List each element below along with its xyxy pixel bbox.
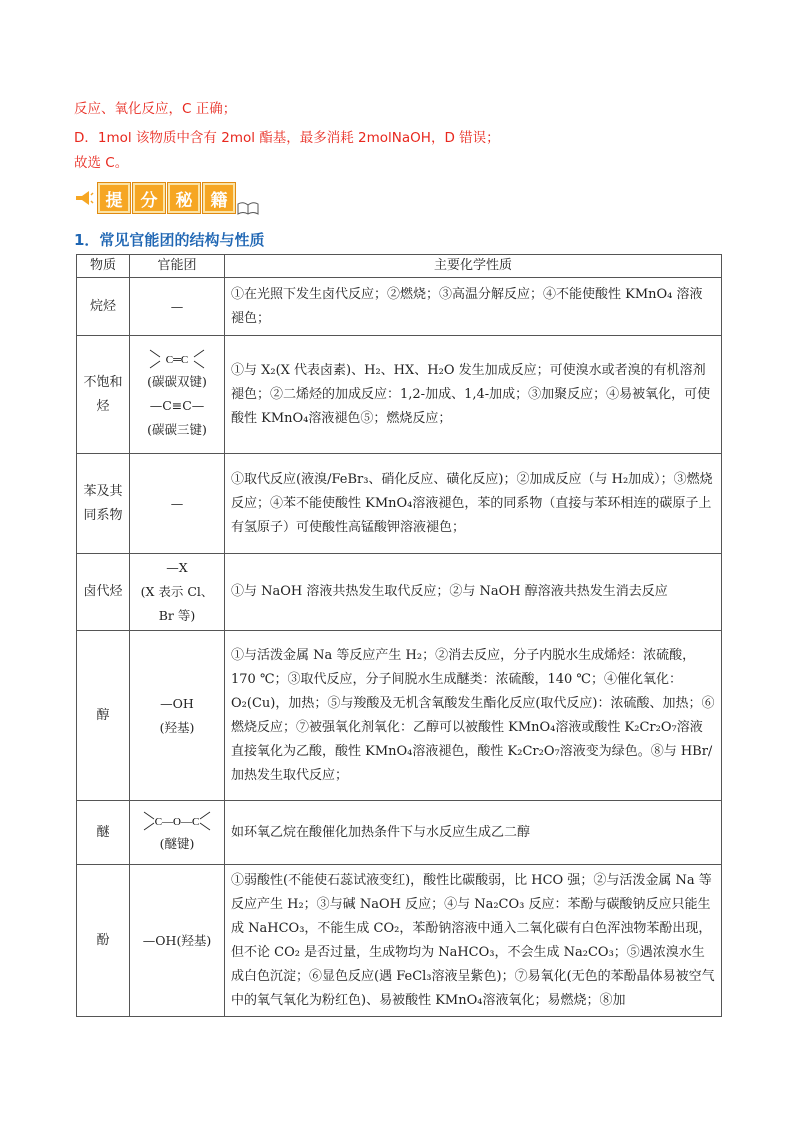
double-bond-structure bbox=[144, 348, 210, 370]
badge-char-1: 提 bbox=[98, 183, 130, 213]
header-group: 官能团 bbox=[130, 255, 225, 278]
substance-cell: 苯及其同系物 bbox=[77, 454, 130, 554]
table-row bbox=[77, 801, 722, 865]
header-substance: 物质 bbox=[77, 255, 130, 278]
intro-line-3: 故选 C。 bbox=[74, 155, 129, 171]
group-formula: —X bbox=[166, 560, 188, 575]
ether-structure bbox=[140, 810, 214, 832]
substance-cell: 烷烃 bbox=[77, 278, 130, 336]
table-row bbox=[77, 631, 722, 801]
badge-char-4: 籍 bbox=[203, 183, 235, 213]
group-cell bbox=[130, 801, 225, 865]
substance-cell: 不饱和烃 bbox=[77, 336, 130, 454]
badge-char-3: 秘 bbox=[168, 183, 200, 213]
table-row bbox=[77, 554, 722, 631]
intro-line-2: D．1mol 该物质中含有 2mol 酯基，最多消耗 2molNaOH，D 错误； bbox=[74, 130, 500, 146]
properties-cell: ①取代反应(液溴/FeBr₃、硝化反应、磺化反应)；②加成反应（与 H₂加成）；③燃烧反应；④苯不能使酸性 KMnO₄溶液褪色，苯的同系物（直接与苯环相连的碳原子上有氢原子）可使酸性高锰酸钾溶液褪色； bbox=[225, 454, 722, 554]
intro-line-1: 反应、氧化反应，C 正确； bbox=[74, 101, 237, 117]
group-formula-2: —C≡C— bbox=[149, 397, 205, 413]
substance-cell: 醚 bbox=[77, 801, 130, 865]
table-row bbox=[77, 336, 722, 454]
group-note: (醚键) bbox=[159, 835, 195, 851]
properties-cell: ①与 X₂(X 代表卤素)、H₂、HX、H₂O 发生加成反应；可使溴水或者溴的有机溶剂褪色；②二烯烃的加成反应：1,2-加成、1,4-加成；③加聚反应；④易被氧化，可使酸性 KMnO₄溶液褪色⑤；燃烧反应； bbox=[225, 336, 722, 454]
group-cell bbox=[130, 336, 225, 454]
substance-cell: 酚 bbox=[77, 865, 130, 1017]
group-cell: — bbox=[130, 454, 225, 554]
group-formula: —OH bbox=[160, 695, 194, 711]
properties-cell: 如环氧乙烷在酸催化加热条件下与水反应生成乙二醇 bbox=[225, 801, 722, 865]
substance-cell: 醇 bbox=[77, 631, 130, 801]
table-header-row bbox=[77, 255, 722, 278]
ether-formula: C—O—C bbox=[154, 815, 200, 828]
group-cell bbox=[130, 554, 225, 631]
double-bond-formula: C═C bbox=[165, 353, 189, 366]
group-note: (羟基) bbox=[159, 719, 195, 735]
functional-group-table bbox=[76, 254, 722, 1017]
substance-cell: 卤代烃 bbox=[77, 554, 130, 631]
book-icon bbox=[237, 201, 259, 215]
properties-cell: ①与活泼金属 Na 等反应产生 H₂；②消去反应，分子内脱水生成烯烃：浓硫酸，170 ℃；③取代反应，分子间脱水生成醚类：浓硫酸，140 ℃；④催化氧化：O₂(Cu)，加热；⑤与羧酸及无机含氧酸发生酯化反应(取代反应)：浓硫酸、加热；⑥燃烧反应；⑦被强氧化剂氧化：乙醇可以被酸性 KMnO₄溶液或酸性 K₂Cr₂O₇溶液直接氧化为乙酸，酸性 KMnO₄溶液褪色，酸性 K₂Cr₂O₇溶液变为绿色。⑧与 HBr/加热发生取代反应； bbox=[225, 631, 722, 801]
badge-char-2: 分 bbox=[133, 183, 165, 213]
table-row bbox=[77, 278, 722, 336]
group-note: (X 表示 Cl、Br 等) bbox=[140, 584, 214, 623]
properties-cell: ①在光照下发生卤代反应；②燃烧；③高温分解反应；④不能使酸性 KMnO₄ 溶液褪色； bbox=[225, 278, 722, 336]
group-note: (碳碳双键) bbox=[147, 373, 207, 389]
section-title: 1．常见官能团的结构与性质 bbox=[74, 231, 265, 249]
group-cell: — bbox=[130, 278, 225, 336]
table-row bbox=[77, 865, 722, 1017]
properties-cell: ①弱酸性(不能使石蕊试液变红)，酸性比碳酸弱，比 HCO 强；②与活泼金属 Na 等反应产生 H₂；③与碱 NaOH 反应；④与 Na₂CO₃ 反应：苯酚与碳酸钠反应只能生成 NaHCO₃，不能生成 CO₂，苯酚钠溶液中通入二氧化碳有白色浑浊物苯酚出现，但不论 CO₂ 是否过量，生成物均为 NaHCO₃，不会生成 Na₂CO₃；⑤遇浓溴水生成白色沉淀；⑥显色反应(遇 FeCl₃溶液呈紫色)；⑦易氧化(无色的苯酚晶体易被空气中的氧气氧化为粉红色)、易被酸性 KMnO₄溶液氧化；易燃烧；⑧加 bbox=[225, 865, 722, 1017]
properties-cell: ①与 NaOH 溶液共热发生取代反应；②与 NaOH 醇溶液共热发生消去反应 bbox=[225, 554, 722, 631]
tips-badge bbox=[74, 178, 259, 218]
header-properties: 主要化学性质 bbox=[225, 255, 722, 278]
group-cell: —OH(羟基) bbox=[130, 865, 225, 1017]
megaphone-icon bbox=[74, 189, 94, 207]
group-cell bbox=[130, 631, 225, 801]
table-row bbox=[77, 454, 722, 554]
group-note-2: (碳碳三键) bbox=[147, 421, 207, 437]
